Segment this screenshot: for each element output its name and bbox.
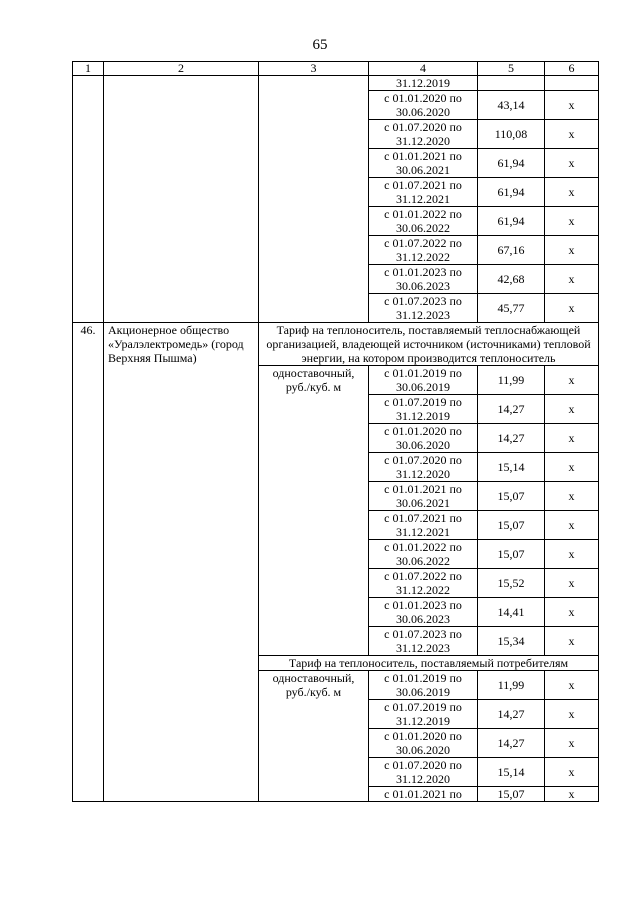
header-row bbox=[73, 62, 599, 76]
entry-number: 46. bbox=[73, 323, 104, 802]
value-cell: 15,14 bbox=[478, 453, 545, 482]
period-cell: с 01.07.2023 по 31.12.2023 bbox=[369, 294, 478, 323]
column-header: 6 bbox=[545, 62, 599, 76]
section-title: Тариф на теплоноситель, поставляемый теплоснабжающей организацией, владеющей источником (источниками) тепловой энергии, на котором производится теплоноситель bbox=[259, 323, 599, 366]
value-cell: 15,34 bbox=[478, 627, 545, 656]
period-cell: с 01.07.2022 по 31.12.2022 bbox=[369, 236, 478, 265]
sign-cell: х bbox=[545, 366, 599, 395]
period-cell: с 01.07.2019 по 31.12.2019 bbox=[369, 700, 478, 729]
value-cell: 15,07 bbox=[478, 511, 545, 540]
period-cell: с 01.01.2023 по 30.06.2023 bbox=[369, 598, 478, 627]
period-cell: с 01.01.2019 по 30.06.2019 bbox=[369, 366, 478, 395]
value-cell: 61,94 bbox=[478, 207, 545, 236]
value-cell: 67,16 bbox=[478, 236, 545, 265]
sign-cell bbox=[545, 76, 599, 91]
period-cell: с 01.01.2019 по 30.06.2019 bbox=[369, 671, 478, 700]
organization-cell-continued bbox=[104, 76, 259, 323]
value-cell: 45,77 bbox=[478, 294, 545, 323]
column-header: 1 bbox=[73, 62, 104, 76]
sign-cell: х bbox=[545, 236, 599, 265]
sign-cell: х bbox=[545, 598, 599, 627]
tariff-type-cell-continued bbox=[259, 76, 369, 323]
page-number: 65 bbox=[312, 37, 328, 53]
value-cell: 15,07 bbox=[478, 787, 545, 802]
value-cell: 15,52 bbox=[478, 569, 545, 598]
sign-cell: х bbox=[545, 178, 599, 207]
value-cell: 14,27 bbox=[478, 729, 545, 758]
tariff-table bbox=[72, 61, 599, 802]
period-cell: с 01.01.2021 по 30.06.2021 bbox=[369, 482, 478, 511]
value-cell: 15,14 bbox=[478, 758, 545, 787]
sign-cell: х bbox=[545, 265, 599, 294]
period-cell: с 01.07.2019 по 31.12.2019 bbox=[369, 395, 478, 424]
period-cell: с 01.01.2022 по 30.06.2022 bbox=[369, 540, 478, 569]
sign-cell: х bbox=[545, 511, 599, 540]
sign-cell: х bbox=[545, 569, 599, 598]
period-cell: с 01.01.2021 по 30.06.2021 bbox=[369, 149, 478, 178]
sign-cell: х bbox=[545, 207, 599, 236]
value-cell: 11,99 bbox=[478, 671, 545, 700]
value-cell: 14,41 bbox=[478, 598, 545, 627]
period-cell: с 01.01.2020 по 30.06.2020 bbox=[369, 729, 478, 758]
period-cell: с 01.01.2023 по 30.06.2023 bbox=[369, 265, 478, 294]
sign-cell: х bbox=[545, 671, 599, 700]
period-cell: с 01.07.2022 по 31.12.2022 bbox=[369, 569, 478, 598]
column-header: 2 bbox=[104, 62, 259, 76]
period-cell: с 01.07.2020 по 31.12.2020 bbox=[369, 453, 478, 482]
period-cell: с 01.01.2020 по 30.06.2020 bbox=[369, 424, 478, 453]
sign-cell: х bbox=[545, 395, 599, 424]
organization-name: Акционерное общество «Уралэлектромедь» (город Верхняя Пышма) bbox=[104, 323, 259, 802]
sign-cell: х bbox=[545, 627, 599, 656]
value-cell bbox=[478, 76, 545, 91]
column-header: 4 bbox=[369, 62, 478, 76]
tariff-type: одноставочный, руб./куб. м bbox=[259, 671, 369, 802]
sign-cell: х bbox=[545, 453, 599, 482]
value-cell: 61,94 bbox=[478, 149, 545, 178]
sign-cell: х bbox=[545, 149, 599, 178]
value-cell: 14,27 bbox=[478, 395, 545, 424]
value-cell: 110,08 bbox=[478, 120, 545, 149]
table-row bbox=[73, 76, 599, 91]
period-cell: с 01.07.2020 по 31.12.2020 bbox=[369, 758, 478, 787]
sign-cell: х bbox=[545, 482, 599, 511]
sign-cell: х bbox=[545, 120, 599, 149]
sign-cell: х bbox=[545, 540, 599, 569]
period-cell: с 01.07.2023 по 31.12.2023 bbox=[369, 627, 478, 656]
sign-cell: х bbox=[545, 700, 599, 729]
number-cell-continued bbox=[73, 76, 104, 323]
period-cell: с 01.07.2020 по 31.12.2020 bbox=[369, 120, 478, 149]
sign-cell: х bbox=[545, 424, 599, 453]
period-cell: с 01.01.2022 по 30.06.2022 bbox=[369, 207, 478, 236]
value-cell: 11,99 bbox=[478, 366, 545, 395]
value-cell: 42,68 bbox=[478, 265, 545, 294]
value-cell: 15,07 bbox=[478, 482, 545, 511]
sign-cell: х bbox=[545, 294, 599, 323]
period-cell: с 01.01.2021 по bbox=[369, 787, 478, 802]
section-title: Тариф на теплоноситель, поставляемый потребителям bbox=[259, 656, 599, 671]
tariff-type: одноставочный, руб./куб. м bbox=[259, 366, 369, 656]
value-cell: 14,27 bbox=[478, 424, 545, 453]
sign-cell: х bbox=[545, 787, 599, 802]
column-header: 5 bbox=[478, 62, 545, 76]
value-cell: 15,07 bbox=[478, 540, 545, 569]
value-cell: 61,94 bbox=[478, 178, 545, 207]
period-cell: с 01.01.2020 по 30.06.2020 bbox=[369, 91, 478, 120]
period-cell: 31.12.2019 bbox=[369, 76, 478, 91]
sign-cell: х bbox=[545, 729, 599, 758]
sign-cell: х bbox=[545, 758, 599, 787]
section-title-row bbox=[73, 323, 599, 366]
value-cell: 14,27 bbox=[478, 700, 545, 729]
sign-cell: х bbox=[545, 91, 599, 120]
period-cell: с 01.07.2021 по 31.12.2021 bbox=[369, 178, 478, 207]
value-cell: 43,14 bbox=[478, 91, 545, 120]
column-header: 3 bbox=[259, 62, 369, 76]
period-cell: с 01.07.2021 по 31.12.2021 bbox=[369, 511, 478, 540]
